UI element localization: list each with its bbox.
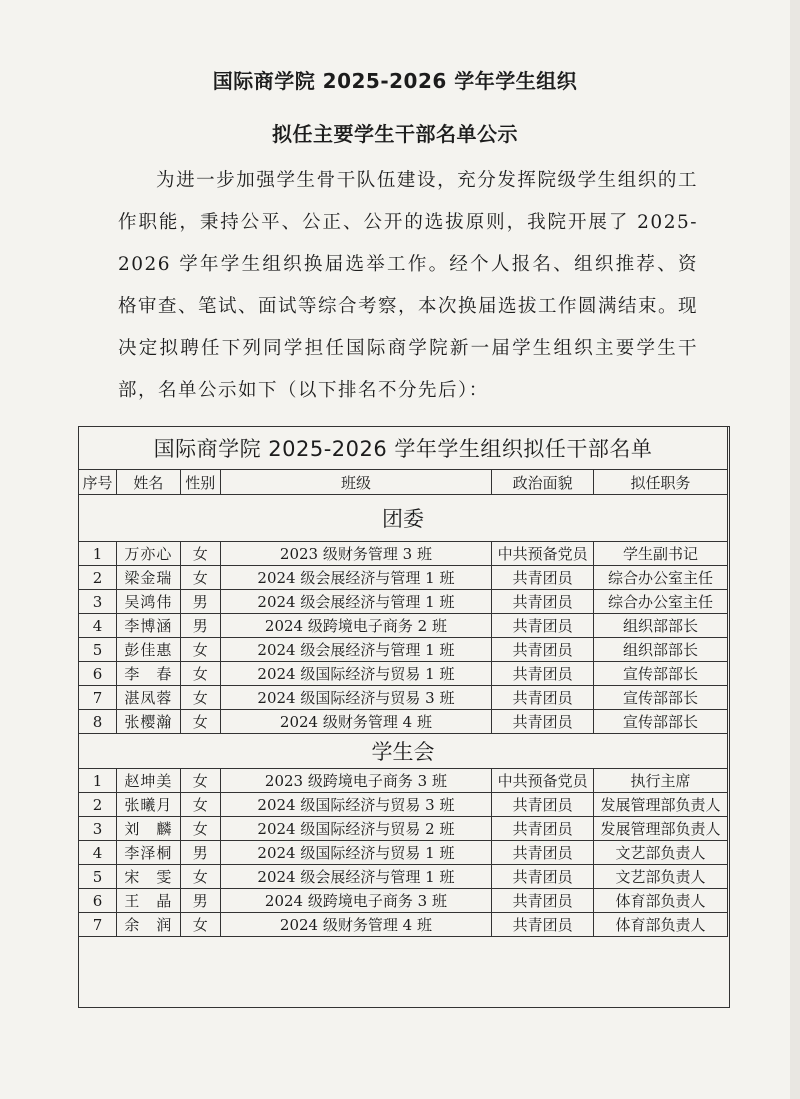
cell-position: 体育部负责人 xyxy=(594,913,728,937)
cell-political-status: 共青团员 xyxy=(492,793,594,817)
cell-name: 张曦月 xyxy=(116,793,180,817)
cell-name: 刘 麟 xyxy=(116,817,180,841)
header-cell-index: 序号 xyxy=(79,470,117,495)
cell-class: 2024 级国际经济与贸易 3 班 xyxy=(220,793,491,817)
table-title: 国际商学院 2025-2026 学年学生组织拟任干部名单 xyxy=(79,427,728,470)
table-row xyxy=(79,662,728,686)
cell-index: 3 xyxy=(79,817,117,841)
cell-gender: 女 xyxy=(180,542,220,566)
cell-gender: 男 xyxy=(180,841,220,865)
cell-position: 文艺部负责人 xyxy=(594,841,728,865)
cell-name: 李博涵 xyxy=(116,614,180,638)
cell-class: 2023 级财务管理 3 班 xyxy=(220,542,491,566)
cell-index: 3 xyxy=(79,590,117,614)
table-row xyxy=(79,889,728,913)
cell-index: 2 xyxy=(79,566,117,590)
cell-name: 宋 雯 xyxy=(116,865,180,889)
cell-gender: 男 xyxy=(180,889,220,913)
table-row xyxy=(79,793,728,817)
cell-political-status: 共青团员 xyxy=(492,638,594,662)
table-row xyxy=(79,769,728,793)
cell-index: 5 xyxy=(79,638,117,662)
cell-name: 王 晶 xyxy=(116,889,180,913)
cell-class: 2024 级跨境电子商务 2 班 xyxy=(220,614,491,638)
cell-position: 宣传部部长 xyxy=(594,662,728,686)
cell-class: 2024 级会展经济与管理 1 班 xyxy=(220,590,491,614)
cell-class: 2023 级跨境电子商务 3 班 xyxy=(220,769,491,793)
cell-class: 2024 级跨境电子商务 3 班 xyxy=(220,889,491,913)
cell-political-status: 共青团员 xyxy=(492,889,594,913)
cell-class: 2024 级国际经济与贸易 3 班 xyxy=(220,686,491,710)
table-title-row xyxy=(79,427,728,470)
intro-paragraph: 为进一步加强学生骨干队伍建设，充分发挥院级学生组织的工作职能，秉持公平、公正、公开的选拔原则，我院开展了 2025-2026 学年学生组织换届选举工作。经个人报名、组织推荐、资格审查、笔试、面试等综合考察，本次换届选拔工作圆满结束。现决定拟聘任下列同学担任国际商学院新一届学生组织主要学生干部，名单公示如下（以下排名不分先后）： xyxy=(118,170,699,401)
cell-gender: 女 xyxy=(180,865,220,889)
cell-position: 宣传部部长 xyxy=(594,710,728,734)
cell-index: 7 xyxy=(79,686,117,710)
cell-name: 张樱瀚 xyxy=(116,710,180,734)
header-cell-class: 班级 xyxy=(220,470,491,495)
cell-political-status: 共青团员 xyxy=(492,590,594,614)
cell-political-status: 共青团员 xyxy=(492,817,594,841)
cell-class: 2024 级国际经济与贸易 1 班 xyxy=(220,841,491,865)
cell-index: 1 xyxy=(79,542,117,566)
cell-name: 彭佳惠 xyxy=(116,638,180,662)
cell-position: 学生副书记 xyxy=(594,542,728,566)
header-cell-position: 拟任职务 xyxy=(594,470,728,495)
table-row xyxy=(79,841,728,865)
table-row xyxy=(79,913,728,937)
cell-political-status: 共青团员 xyxy=(492,865,594,889)
cell-position: 体育部负责人 xyxy=(594,889,728,913)
cell-name: 湛凤蓉 xyxy=(116,686,180,710)
cell-index: 8 xyxy=(79,710,117,734)
cell-gender: 女 xyxy=(180,638,220,662)
cell-name: 赵坤美 xyxy=(116,769,180,793)
cell-gender: 女 xyxy=(180,710,220,734)
cell-gender: 男 xyxy=(180,590,220,614)
cell-gender: 女 xyxy=(180,913,220,937)
cell-index: 6 xyxy=(79,662,117,686)
cell-name: 吴鸿伟 xyxy=(116,590,180,614)
cell-political-status: 共青团员 xyxy=(492,614,594,638)
cell-political-status: 共青团员 xyxy=(492,913,594,937)
table-row xyxy=(79,590,728,614)
cell-name: 李泽桐 xyxy=(116,841,180,865)
cell-class: 2024 级国际经济与贸易 1 班 xyxy=(220,662,491,686)
table-row xyxy=(79,638,728,662)
table-row xyxy=(79,865,728,889)
cell-class: 2024 级财务管理 4 班 xyxy=(220,913,491,937)
cell-index: 4 xyxy=(79,841,117,865)
cell-index: 7 xyxy=(79,913,117,937)
section-title: 团委 xyxy=(79,495,728,542)
header-cell-political-status: 政治面貌 xyxy=(492,470,594,495)
cell-class: 2024 级会展经济与管理 1 班 xyxy=(220,566,491,590)
cell-political-status: 共青团员 xyxy=(492,710,594,734)
cell-position: 组织部部长 xyxy=(594,638,728,662)
cell-political-status: 共青团员 xyxy=(492,662,594,686)
cell-gender: 女 xyxy=(180,662,220,686)
cell-name: 余 润 xyxy=(116,913,180,937)
cell-index: 5 xyxy=(79,865,117,889)
cell-political-status: 共青团员 xyxy=(492,566,594,590)
cell-position: 执行主席 xyxy=(594,769,728,793)
cell-name: 李 春 xyxy=(116,662,180,686)
cell-index: 2 xyxy=(79,793,117,817)
cell-name: 万亦心 xyxy=(116,542,180,566)
cell-position: 发展管理部负责人 xyxy=(594,817,728,841)
document-subtitle: 拟任主要学生干部名单公示 xyxy=(272,122,518,146)
cell-class: 2024 级会展经济与管理 1 班 xyxy=(220,865,491,889)
cell-political-status: 共青团员 xyxy=(492,686,594,710)
cell-gender: 女 xyxy=(180,769,220,793)
cell-gender: 男 xyxy=(180,614,220,638)
section-header-row xyxy=(79,495,728,542)
header-cell-gender: 性别 xyxy=(180,470,220,495)
cell-index: 6 xyxy=(79,889,117,913)
cell-class: 2024 级财务管理 4 班 xyxy=(220,710,491,734)
intro-paragraph-block xyxy=(118,160,698,412)
cell-position: 综合办公室主任 xyxy=(594,590,728,614)
cell-gender: 女 xyxy=(180,793,220,817)
section-header-row xyxy=(79,734,728,769)
table-row xyxy=(79,710,728,734)
cell-position: 文艺部负责人 xyxy=(594,865,728,889)
cell-class: 2024 级国际经济与贸易 2 班 xyxy=(220,817,491,841)
table-row xyxy=(79,817,728,841)
cell-gender: 女 xyxy=(180,817,220,841)
header-cell-name: 姓名 xyxy=(116,470,180,495)
cell-index: 4 xyxy=(79,614,117,638)
cell-position: 宣传部部长 xyxy=(594,686,728,710)
cadre-roster-table xyxy=(78,426,728,937)
cell-gender: 女 xyxy=(180,566,220,590)
cell-political-status: 中共预备党员 xyxy=(492,542,594,566)
table-header-row xyxy=(79,470,728,495)
cell-political-status: 中共预备党员 xyxy=(492,769,594,793)
table-row xyxy=(79,686,728,710)
table-row xyxy=(79,614,728,638)
cell-political-status: 共青团员 xyxy=(492,841,594,865)
table-row xyxy=(79,566,728,590)
cell-position: 组织部部长 xyxy=(594,614,728,638)
section-title: 学生会 xyxy=(79,734,728,769)
cell-name: 梁金瑞 xyxy=(116,566,180,590)
cell-class: 2024 级会展经济与管理 1 班 xyxy=(220,638,491,662)
cell-gender: 女 xyxy=(180,686,220,710)
cell-index: 1 xyxy=(79,769,117,793)
cell-position: 发展管理部负责人 xyxy=(594,793,728,817)
cell-position: 综合办公室主任 xyxy=(594,566,728,590)
document-title: 国际商学院 2025-2026 学年学生组织 xyxy=(212,69,578,93)
table-row xyxy=(79,542,728,566)
